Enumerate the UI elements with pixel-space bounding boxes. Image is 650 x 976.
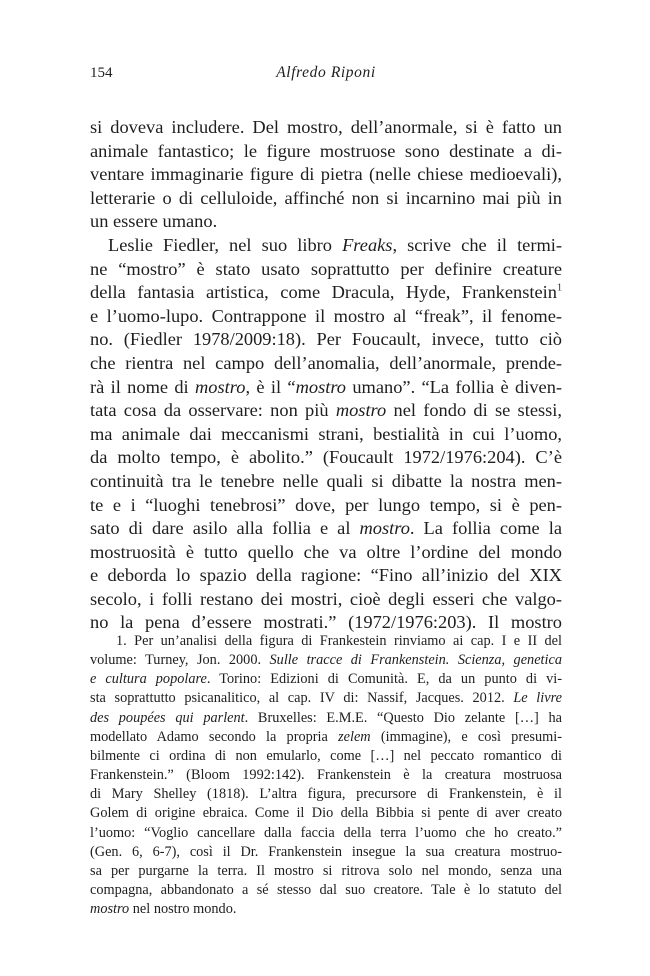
footnote-line: Frankenstein.” (Bloom 1992:142). Frankenstein è la creatura mostruosa bbox=[90, 767, 562, 784]
running-head: Alfredo Riponi bbox=[276, 64, 376, 81]
body-line: mostruosità è tutto quello che va oltre l’ordine del mondo bbox=[90, 541, 562, 562]
body-line: ma animale dai meccanismi strani, bestialità in cui l’uomo, bbox=[90, 423, 562, 444]
page-number: 154 bbox=[90, 65, 113, 81]
body-line: che rientra nel campo dell’anomalia, dell’anormale, prende- bbox=[90, 352, 562, 373]
body-line: da molto tempo, è abolito.” (Foucault 1972/1976:204). C’è bbox=[90, 447, 562, 468]
body-line: no la pena d’essere mostrati.” (1972/1976:203). Il mostro bbox=[90, 612, 562, 633]
footnote-line: e cultura popolare. Torino: Edizioni di Comunità. E, da un punto di vi- bbox=[90, 671, 562, 688]
body-line: ventare immaginarie figure di pietra (nelle chiese medioevali), bbox=[90, 164, 562, 185]
body-line: un essere umano. bbox=[90, 211, 218, 232]
footnote-line: (Gen. 6, 6-7), così il Dr. Frankenstein insegue la sua creatura mostruo- bbox=[90, 843, 562, 860]
footnote-line: l’uomo: “Voglio cancellare dalla faccia della terra l’uomo che ho creato.” bbox=[90, 824, 562, 841]
body-line: della fantasia artistica, come Dracula, Hyde, Frankenstein$^1$ bbox=[90, 282, 562, 303]
footnotes bbox=[90, 632, 562, 919]
body-line: rà il nome di mostro, è il “mostro umano”. “La follia è diven- bbox=[90, 376, 562, 397]
body-line: animale fantastico; le figure mostruose sono destinate a di- bbox=[90, 140, 562, 161]
footnote-line: compagna, abbandonato a sé stesso dal suo creatore. Tale è lo statuto del bbox=[90, 882, 562, 899]
body-line: continuità tra le tenebre nelle quali si dibatte la nostra men- bbox=[90, 470, 562, 491]
footnote-line: modellato Adamo secondo la propria zelem (immagine), e così presumi- bbox=[90, 728, 562, 745]
footnote-line: sta soprattutto psicanalitico, al cap. IV di: Nassif, Jacques. 2012. Le livre bbox=[90, 690, 562, 707]
body-line: te e i “luoghi tenebrosi” dove, per lungo tempo, si è pen- bbox=[90, 494, 562, 515]
footnote-line: Golem di origine ebraica. Come il Dio della Bibbia si pente di aver creato bbox=[90, 805, 562, 822]
footnote-line: bilmente ci ordina di non emularlo, come […] nel peccato romantico di bbox=[90, 747, 562, 764]
body-line: e deborda lo spazio della ragione: “Fino all’inizio del XIX bbox=[90, 565, 562, 586]
footnote-line: 1. Per un’analisi della figura di Frankestein rinviamo ai cap. I e II del bbox=[116, 633, 562, 649]
footnote-line: des poupées qui parlent. Bruxelles: E.M.E. “Questo Dio zelante […] ha bbox=[90, 709, 562, 726]
footnote-line: mostro nel nostro mondo. bbox=[90, 901, 237, 918]
body-line: letterarie o di celluloide, affinché non si incarnino mai più in bbox=[90, 187, 562, 208]
body-line: sato di dare asilo alla follia e al mostro. La follia come la bbox=[90, 518, 562, 539]
body-line: no. (Fiedler 1978/2009:18). Per Foucault, invece, tutto ciò bbox=[90, 329, 562, 350]
footnote-line: sa per purgarne la terra. Il mostro si ritrova solo nel mondo, senza una bbox=[90, 862, 562, 879]
body-line: ne “mostro” è stato usato soprattutto per definire creature bbox=[90, 258, 562, 279]
body-line: e l’uomo-lupo. Contrappone il mostro al “freak”, il fenome- bbox=[90, 305, 562, 326]
body-line: secolo, i folli restano dei mostri, cioè degli esseri che valgo- bbox=[90, 588, 562, 609]
body-line: tata cosa da osservare: non più mostro nel fondo di se stessi, bbox=[90, 400, 562, 421]
body-text bbox=[90, 116, 562, 635]
footnote-line: volume: Turney, Jon. 2000. Sulle tracce di Frankenstein. Scienza, genetica bbox=[90, 652, 562, 669]
body-line: si doveva includere. Del mostro, dell’anormale, si è fatto un bbox=[90, 117, 562, 137]
footnote-line: di Mary Shelley (1818). L’altra figura, precursore di Frankenstein, è il bbox=[90, 786, 562, 803]
body-line: Leslie Fiedler, nel suo libro Freaks, scrive che il termi- bbox=[108, 234, 562, 255]
